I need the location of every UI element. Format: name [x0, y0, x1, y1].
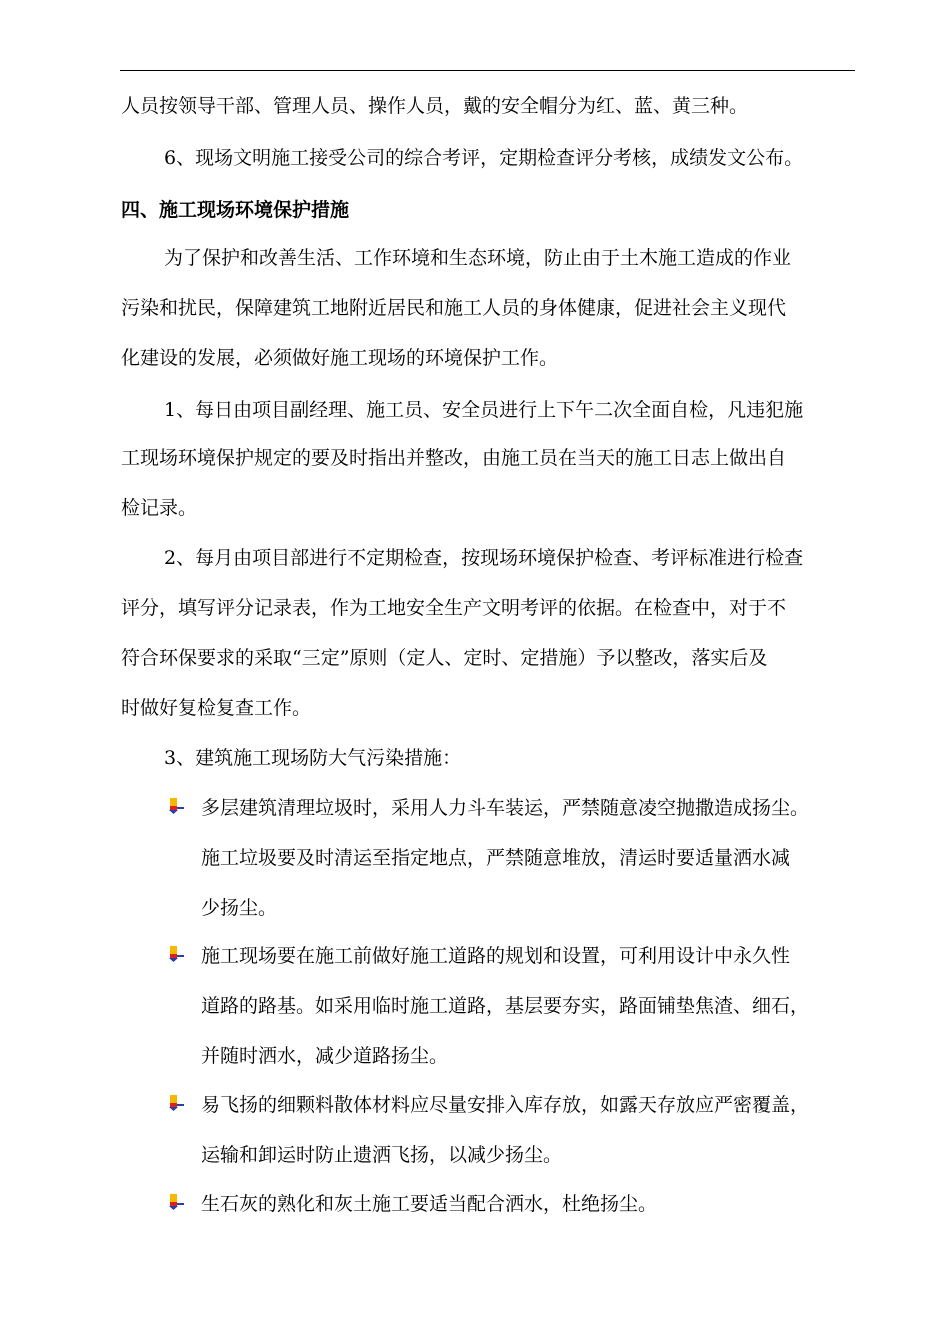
- bullet-text: 生石灰的熟化和灰土施工要适当配合洒水，杜绝扬尘。: [201, 1193, 658, 1215]
- bullet-text: 少扬尘。: [201, 897, 278, 919]
- bullet-text: 运输和卸运时防止遗洒飞扬，以减少扬尘。: [201, 1144, 563, 1166]
- text-line: 6、现场文明施工接受公司的综合考评，定期检查评分考核，成绩发文公布。: [164, 147, 804, 169]
- arrow-bullet-icon: [167, 797, 185, 815]
- text-line: 1、每日由项目副经理、施工员、安全员进行上下午二次全面自检，凡违犯施: [164, 399, 804, 421]
- text-line: 2、每月由项目部进行不定期检查，按现场环境保护检查、考评标准进行检查: [164, 547, 804, 569]
- bullet-text: 易飞扬的细颗料散体材料应尽量安排入库存放，如露天存放应严密覆盖，: [201, 1094, 810, 1116]
- text-line: 工现场环境保护规定的要及时指出并整改，由施工员在当天的施工日志上做出自: [121, 447, 787, 469]
- text-line: 3、建筑施工现场防大气污染措施：: [164, 747, 462, 769]
- bullet-text: 多层建筑清理垃圾时，采用人力斗车装运，严禁随意凌空抛撒造成扬尘。: [201, 797, 810, 819]
- text-line: 为了保护和改善生活、工作环境和生态环境，防止由于土木施工造成的作业: [164, 247, 792, 269]
- text-line: 化建设的发展，必须做好施工现场的环境保护工作。: [121, 347, 559, 369]
- text-line: 符合环保要求的采取“三定”原则（定人、定时、定措施）予以整改，落实后及: [121, 647, 768, 669]
- text-line: 评分，填写评分记录表，作为工地安全生产文明考评的依据。在检查中，对于不: [121, 597, 787, 619]
- bullet-text: 施工垃圾要及时清运至指定地点，严禁随意堆放，清运时要适量洒水减: [201, 847, 791, 869]
- text-line: 检记录。: [121, 497, 198, 519]
- section-heading: 四、施工现场环境保护措施: [121, 199, 350, 221]
- arrow-bullet-icon: [167, 945, 185, 963]
- bullet-text: 道路的路基。如采用临时施工道路，基层要夯实，路面铺垫焦渣、细石，: [201, 995, 810, 1017]
- arrow-bullet-icon: [167, 1193, 185, 1211]
- text-line: 人员按领导干部、管理人员、操作人员，戴的安全帽分为红、蓝、黄三种。: [121, 95, 749, 117]
- bullet-text: 并随时洒水，减少道路扬尘。: [201, 1045, 449, 1067]
- text-line: 污染和扰民，保障建筑工地附近居民和施工人员的身体健康，促进社会主义现代: [121, 297, 787, 319]
- header-rule: [120, 70, 855, 71]
- bullet-text: 施工现场要在施工前做好施工道路的规划和设置，可利用设计中永久性: [201, 945, 791, 967]
- arrow-bullet-icon: [167, 1094, 185, 1112]
- text-line: 时做好复检复查工作。: [121, 697, 312, 719]
